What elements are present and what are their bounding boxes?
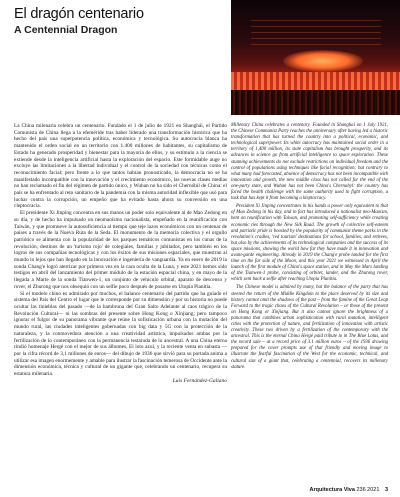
english-text-column: [231, 123, 388, 373]
spanish-text-column: [14, 123, 227, 384]
article-title: El dragón centenario: [14, 6, 144, 22]
article-subtitle: A Centennial Dragon: [14, 24, 118, 36]
photo-stage-glow: [283, 50, 363, 72]
spanish-paragraph: El presidente Xi Jinping concentra en sus manos un poder solo equivalente al de Mao Zedong en su día, y de hecho ha impulsado un neomaoísmo nacionalista, empeñado en la reunificación con Taiwán, y que promueve la autosuficiencia al tiempo que teje lazos económicos con un centenar de países a través de la Nueva Ruta de la Seda. El monumento de la memoria colectiva y el orgullo patriótico se alimenta con la popularidad de los parques temáticos comunistas en los cunas de la revolución, destinos de un 'turismo rojo' de colegiales, familias y jubilados, pero también en los logros de sus compañías tecnológicas y con los éxitos de sus misiones espaciales, que muestran al mundo lo lejos que han llegado en la innovación e ingeniería de vanguardia. Ya en enero de 2019 la sonda Chang'e logró aterrizar por primera vez en la cara oculta de la Luna, y este 2021 hemos sido testigos en abril del lanzamiento del primer módulo de la estación espacial china, y en mayo de la llegada a Marte de la sonda Tianwen-1, un conjunto de vehículo orbital, aparato de descenso y rover, el Zhurong que nos obsequió con un selfie poco después de posarse en Utopía Planitia.: [14, 210, 227, 290]
english-paragraph: The Chinese model is admired by many, but the balance of the party that has steered the return of the Middle Kingdom to the place deserved by its size and history cannot omit the shadows of the past – from the famine of the Great Leap Forward to the tragic chaos of the Cultural Revolution – or those of the present on Hong Kong or Xinjiang. But it also cannot ignore the brightness of a panorama that combines urban sophistication with rural mutation, intelligent cities with the protection of nature, and fertilization of innovation with artistic creativity. These two driven by a fertilization of the contemporary with the ancestral. This is the eternal China Hergé paid tribute to in The Blue Lotus, and the record sale – at a record price of 3.1 million euros – of the 1936 drawing prepared for the cover prompts use of that friendly and moving image to illustrate the fearful fascination of the West for the economic, technical, and cultural size of a giant that, celebrating a centennial, recovers its millenary stature.: [231, 285, 388, 370]
photo-stage-band: [231, 72, 400, 90]
spanish-paragraph: Si el modelo chino es admirado por muchos, el balance centenario del partido que ha guiado el sistema del País del Centro el lugar que le corresponde por su dimensión y por su historia no puede ocultar las tinieblas del pasado —de la hambruna del Gran Salto Adelante al caos trágico de la Revolución Cultural— ni las sombras del presente sobre Hong Kong o Xinjiang; pero tampoco ignorar el fulgor de su panorama vibrante que reúne la sofisticación urbana con la mutación del mundo rural, las ciudades inteligentes gobernadas con big data y 5G con la protección de la naturaleza, y la conmovedora atención a una creatividad artística, impulsados ambas por la fertilización de lo contemporáneo con la permanencia testaruda de lo ancestral. A una China eterna rindió homenaje Hergé con el mejor de sus álbumes, El loto azul, y la reciente venta en subasta —por la cifra récord de 3,1 millones de euros— del dibujo de 1936 que sirvió para su portada anima a utilizar esa imagen enormemente y amable para ilustrar la fascinación temerosa de Occidente ante la dimensión económica, técnica y cultural de un gigante que, celebrando un centenario, recupera su estatura milenaria.: [14, 290, 227, 378]
english-paragraph: President Xi Jinping concentrates in his hands a power only equivalent to that of Mao Zedong in his day, and in fact has introduced a nationalist neo-Maoism, bent on reunification with Taiwan, and promoting self-sufficiency while creating economic ties through the New Silk Road. The growth of collective self-esteem and patriotic pride is boosted by the popularity of communist theme parks in the revolution's cradles, 'red tourism' destinations for school, families, and retirees, but also by the achievements of its technological companies and the success of its space missions, showing the world how far they have made it in innovation and avant-garde engineering. Already in 2019 the Chang'e probe landed for the first time on the far side of the Moon, and this year 2021 we witnessed in April the launch of the first module of China's space station, and in May the Mars landing of the Tianwen-1 probe, consisting of orbiter, lander, and the Zhurong rover, which sent back a selfie after reaching Utopia Planitia.: [231, 204, 388, 283]
author-signature: Luis Fernández-Galiano: [172, 377, 227, 384]
magazine-name: Arquitectura Viva: [309, 487, 355, 493]
spanish-paragraph: La China milenaria celebra un centenario. Fundado el 1 de julio de 1921 en Shanghái, el Partido Comunista de China llega a la efeméride tras haber liderado una transformación histórica que ha hecho del país una superpotencia política, económica y tecnológica. Su autocracia blanca ha mantenido el orden social en un territorio con 1.400 millones de habitantes, su capitalismo de Estado ha generado prosperidad y bienestar para la mayoría de ellos, y su estímulo a la ciencia se extiende desde la inteligencia artificial hasta la exploración del espacio. Este formidable auge no excluye las limitaciones a la libertad individual y el control de la sociedad con técnicas como el reconocimiento facial; pero frente a lo que tantos habían pronosticado, la democracia no se ha manifestado incompatible con la innovación y el crecimiento económico, las nuevas clases medias no han reclamado el fin del régimen de partido único, y Wuhan no ha sido el Chernóbil de China: el país se ha enfrentado al reto sanitario de la pandemia con la misma autoridad inflexible que usó para luchar contra la corrupción, un empeño que ha evitado hasta ahora su conversión en una cleptocracia.: [14, 123, 227, 210]
photo-crowd: [231, 90, 400, 115]
photo-light-lines: [251, 20, 381, 50]
page-footer: [309, 487, 388, 493]
red-stage-photo: [231, 0, 400, 115]
issue-info: 236 2021: [356, 487, 380, 493]
english-paragraph: Millenary China celebrates a centenary. Founded in Shanghai on 1 July 1921, the Chinese Communist Party reaches the anniversary after having led a historic transformation that has turned the country into a political, economic, and technological superpower. Its white autocracy has maintained social order in a territory of 1,400 million, its state capitalism has brought prosperity, and its advances in science go from artificial intelligence to space exploration. These stunning achievements do not exclude restrictions on individual freedom and the control of populations using techniques like facial recognition; but contrary to what many had forecasted, absence of democracy has not been incompatible with innovation and growth, the new middle class has not called for the end of the one-party state, and Wuhan has not been China's Chernobyl: the country has faced the health challenge with the same authority used to fight corruption, a task that has kept it from becoming a kleptocracy.: [231, 123, 388, 202]
page-number: 3: [384, 487, 388, 493]
